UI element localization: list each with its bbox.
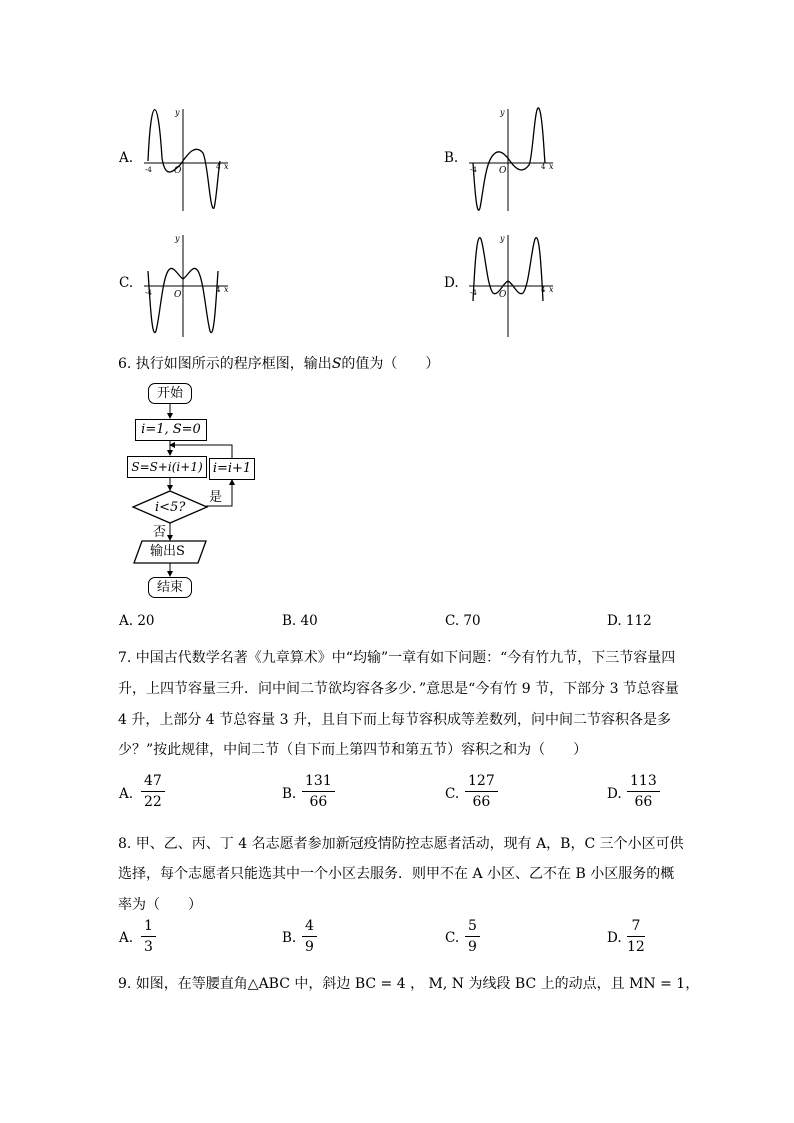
q7-b-den: 66 (309, 794, 328, 810)
q8-a-num: 1 (144, 918, 153, 934)
graph-option-a (140, 103, 240, 213)
q8-option-a-fraction (141, 917, 156, 956)
q6-stem-var: S (331, 356, 342, 372)
q7-line-3: 4 升，上部分 4 节总容量 3 升，且自下而上每节容积成等差数列，问中间二节容积各是多 (118, 712, 671, 728)
q7-option-b-fraction (302, 772, 335, 811)
q8-b-num: 4 (305, 918, 314, 934)
flow-no-label: 否 (153, 525, 167, 540)
q7-c-num: 127 (468, 773, 495, 789)
origin-d: O (499, 290, 507, 300)
tick-pos-d: 4 (541, 286, 546, 294)
flow-end: 结束 (148, 577, 192, 598)
q8-option-d-label: D. (607, 930, 622, 946)
q8-d-num: 7 (631, 918, 641, 934)
axis-x-b: x (549, 162, 554, 171)
tick-pos-b: 4 (541, 163, 546, 171)
tick-pos-c: 4 (216, 286, 221, 294)
q8-option-a-label: A. (119, 930, 134, 946)
q7-a-num: 47 (144, 773, 162, 789)
q9-line-1: 9. 如图，在等腰直角△ABC 中，斜边 BC = 4 ， M, N 为线段 BC 上的动点，且 MN = 1， (118, 976, 700, 992)
q7-option-d-label: D. (607, 786, 622, 802)
option-b-label: B. (444, 150, 459, 166)
flow-update-s: S=S+i(i+1) (127, 456, 207, 478)
q8-b-den: 9 (305, 939, 314, 955)
q7-option-c-label: C. (445, 786, 460, 802)
q7-d-num: 113 (630, 773, 657, 789)
axis-x-c: x (224, 285, 229, 294)
flow-output: 输出S (150, 544, 185, 559)
q6-option-a: A. 20 (119, 613, 155, 629)
q8-option-b-label: B. (282, 930, 297, 946)
q8-a-den: 3 (144, 939, 153, 955)
tick-neg-a: -4 (145, 166, 152, 174)
origin-a: O (174, 166, 182, 176)
q7-b-num: 131 (305, 773, 332, 789)
origin-c: O (174, 290, 182, 300)
q6-option-b: B. 40 (282, 613, 318, 629)
q7-option-b-label: B. (282, 786, 297, 802)
axis-y-b: y (500, 108, 505, 117)
q7-line-4: 少？”按此规律，中间二节（自下而上第四节和第五节）容积之和为（ ） (118, 742, 588, 758)
graph-option-c (140, 231, 240, 341)
q7-d-den: 66 (634, 794, 653, 810)
q7-option-d-fraction (627, 772, 660, 811)
q8-option-d-fraction (627, 917, 645, 956)
q7-line-2: 升，上四节容量三升．问中间二节欲均容各多少．”意思是“今有竹 9 节，下部分 3 节总容量 (118, 681, 679, 697)
origin-b: O (499, 166, 507, 176)
q8-line-2: 选择，每个志愿者只能选其中一个小区去服务．则甲不在 A 小区、乙不在 B 小区服务的概 (118, 866, 675, 882)
q6-stem-end: 的值为（ ） (341, 356, 440, 372)
q8-line-3: 率为（ ） (118, 897, 202, 913)
option-c-label: C. (119, 275, 134, 291)
q7-c-den: 66 (472, 794, 491, 810)
q7-a-den: 22 (144, 794, 162, 810)
q8-c-den: 9 (468, 939, 477, 955)
tick-neg-d: -4 (470, 289, 477, 297)
option-d-label: D. (444, 275, 459, 291)
axis-y-d: y (500, 234, 505, 243)
flow-yes-label: 是 (209, 490, 223, 505)
axis-x-d: x (549, 285, 554, 294)
tick-neg-b: -4 (470, 166, 477, 174)
tick-pos-a: 4 (216, 163, 221, 171)
q7-option-a-label: A. (119, 786, 134, 802)
graph-option-b (465, 103, 565, 213)
flow-start: 开始 (148, 383, 192, 404)
q6-stem-text: 6. 执行如图所示的程序框图，输出 (118, 356, 332, 372)
axis-y-c: y (175, 234, 180, 243)
q8-option-c-label: C. (445, 930, 460, 946)
q8-line-1: 8. 甲、乙、丙、丁 4 名志愿者参加新冠疫情防控志愿者活动，现有 A，B，C 三个小区可供 (118, 836, 684, 852)
q6-option-d: D. 112 (607, 613, 652, 629)
tick-neg-c: -4 (145, 289, 152, 297)
axis-x-a: x (224, 162, 229, 171)
flow-cond: i<5? (155, 500, 186, 515)
q7-option-a-fraction (141, 772, 165, 811)
q7-option-c-fraction (465, 772, 498, 811)
flowchart-connectors (120, 378, 260, 603)
q6-option-c: C. 70 (445, 613, 481, 629)
axis-y-a: y (175, 108, 180, 117)
q8-d-den: 12 (627, 939, 645, 955)
flow-update-i: i=i+1 (209, 458, 255, 480)
q8-option-b-fraction (302, 917, 317, 956)
option-a-label: A. (119, 150, 134, 166)
q8-option-c-fraction (465, 917, 480, 956)
q7-line-1: 7. 中国古代数学名著《九章算术》中“均输”一章有如下问题：“今有竹九节，下三节容量四 (118, 650, 676, 666)
flow-init: i=1, S=0 (135, 419, 207, 441)
q6-stem (118, 353, 439, 373)
q8-c-num: 5 (468, 918, 477, 934)
graph-option-d (465, 231, 565, 341)
